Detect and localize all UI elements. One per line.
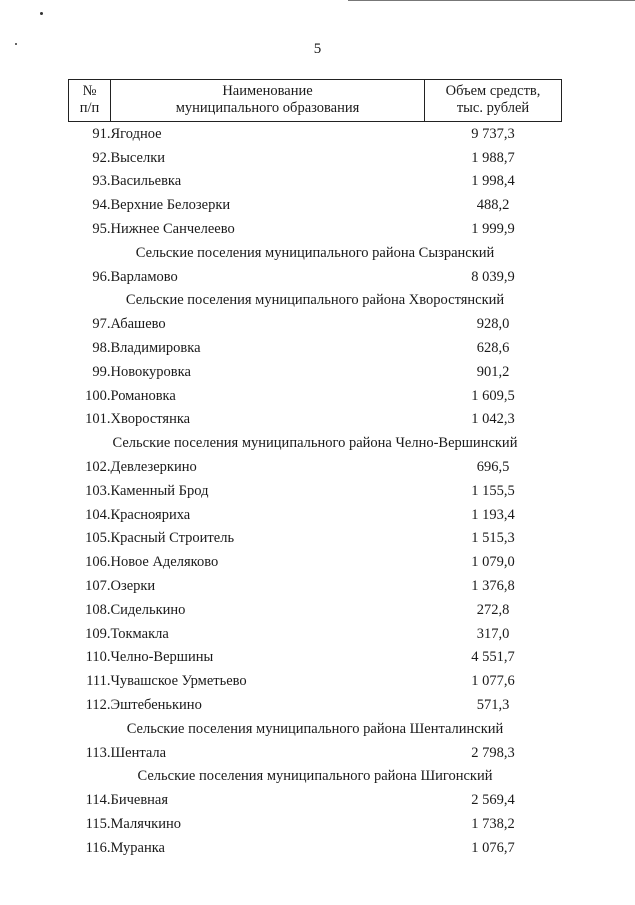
- header-number: [69, 80, 111, 122]
- row-number: 115.: [85, 816, 111, 832]
- municipality-name: Муранка: [110, 839, 165, 856]
- row-number: 93.: [92, 173, 111, 190]
- municipality-name: Сиделькино: [110, 601, 186, 618]
- municipality-name: Владимировка: [110, 340, 201, 357]
- funds-amount: 1 076,7: [471, 839, 515, 856]
- allocation-table: [68, 79, 562, 860]
- table-row: [69, 646, 562, 670]
- table-row: [69, 741, 562, 765]
- row-number: 113.: [85, 744, 111, 761]
- municipality-name: Девлезеркино: [110, 459, 197, 476]
- municipality-name: Красный Строитель: [110, 530, 235, 547]
- funds-amount: 4 551,7: [471, 649, 515, 666]
- table-row: [69, 384, 562, 408]
- municipality-name: Эштебенькино: [110, 697, 202, 714]
- municipality-name: Варламово: [110, 268, 178, 285]
- municipality-name: Краснояриха: [110, 506, 191, 523]
- table-header: [69, 80, 562, 122]
- municipality-name: Абашево: [110, 316, 166, 333]
- funds-amount: 2 798,3: [471, 744, 515, 761]
- funds-amount: 2 569,4: [471, 792, 515, 809]
- row-number: 101.: [85, 411, 111, 428]
- municipality-name: Новокуровка: [110, 363, 191, 380]
- funds-amount: 1 376,8: [471, 578, 515, 595]
- row-number: 94.: [92, 197, 111, 214]
- funds-amount: 1 515,3: [471, 530, 515, 547]
- row-number: 112.: [85, 697, 111, 714]
- table-row: [69, 788, 562, 812]
- table-row: [69, 360, 562, 384]
- top-edge-rule: [348, 0, 635, 1]
- row-number: 91.: [92, 125, 111, 142]
- table-row: [69, 312, 562, 336]
- funds-amount: 901,2: [476, 363, 510, 380]
- table-row: [69, 217, 562, 241]
- municipality-name: Васильевка: [110, 173, 182, 190]
- municipality-name: Чувашское Урметьево: [110, 673, 247, 690]
- table-row: [69, 836, 562, 860]
- row-number: 100.: [85, 387, 111, 404]
- table-body: [69, 122, 562, 860]
- funds-amount: 1 077,6: [471, 673, 515, 690]
- page-number: 5: [313, 41, 322, 57]
- row-number: 108.: [85, 601, 111, 618]
- municipality-name: Новое Аделяково: [110, 554, 219, 571]
- section-heading-row: [69, 717, 562, 741]
- table-row: [69, 408, 562, 432]
- municipality-name: Озерки: [110, 578, 156, 595]
- funds-amount: 1 738,2: [471, 816, 515, 832]
- funds-amount: 571,3: [476, 697, 510, 714]
- row-number: 99.: [92, 363, 111, 380]
- row-number: 111.: [86, 673, 111, 690]
- table-row: [69, 265, 562, 289]
- table-row: [69, 598, 562, 622]
- municipality-name: Малячкино: [110, 816, 181, 832]
- municipality-name: Каменный Брод: [110, 482, 209, 499]
- funds-amount: 1 193,4: [471, 506, 515, 523]
- table-row: [69, 122, 562, 146]
- section-heading: Сельские поселения муниципального района Шенталинский: [126, 720, 504, 737]
- table-row: [69, 146, 562, 170]
- section-heading-row: [69, 289, 562, 313]
- row-number: 97.: [92, 316, 111, 333]
- municipality-name: Романовка: [110, 387, 176, 404]
- section-heading-row: [69, 241, 562, 265]
- section-heading: Сельские поселения муниципального района Сызранский: [135, 244, 495, 261]
- table-row: [69, 693, 562, 717]
- funds-amount: 317,0: [476, 625, 510, 642]
- row-number: 114.: [85, 792, 111, 809]
- row-number: 103.: [85, 482, 111, 499]
- section-heading-row: [69, 431, 562, 455]
- table-row: [69, 503, 562, 527]
- row-number: 107.: [85, 578, 111, 595]
- row-number: 106.: [85, 554, 111, 571]
- table-row: [69, 455, 562, 479]
- scan-speck: [40, 12, 43, 15]
- row-number: 92.: [92, 149, 111, 166]
- header-amount: [425, 80, 562, 122]
- municipality-name: Хворостянка: [110, 411, 191, 428]
- row-number: 96.: [92, 268, 111, 285]
- municipality-name: Нижнее Санчелеево: [110, 221, 235, 238]
- municipality-name: Выселки: [110, 149, 166, 166]
- header-name-line: Наименование: [222, 83, 313, 99]
- funds-amount: 488,2: [476, 197, 510, 214]
- funds-amount: 1 155,5: [471, 482, 515, 499]
- row-number: 105.: [85, 530, 111, 547]
- funds-amount: 1 042,3: [471, 411, 515, 428]
- municipality-name: Верхние Белозерки: [110, 197, 231, 214]
- municipality-name: Челно-Вершины: [110, 649, 214, 666]
- funds-amount: 696,5: [476, 459, 510, 476]
- section-heading: Сельские поселения муниципального района Хворостянский: [125, 292, 505, 309]
- table-row: [69, 574, 562, 598]
- municipality-name: Токмакла: [110, 625, 169, 642]
- funds-amount: 272,8: [476, 601, 510, 618]
- table-row: [69, 669, 562, 693]
- funds-amount: 1 988,7: [471, 149, 515, 166]
- table-row: [69, 193, 562, 217]
- table-row: [69, 812, 562, 836]
- funds-amount: 1 999,9: [471, 221, 515, 238]
- header-number-line: №: [82, 83, 97, 99]
- table-row: [69, 170, 562, 194]
- header-name-line: муниципального образования: [175, 100, 360, 116]
- section-heading: Сельские поселения муниципального района Челно-Вершинский: [112, 435, 518, 452]
- funds-amount: 1 998,4: [471, 173, 515, 190]
- funds-amount: 1 079,0: [471, 554, 515, 571]
- table-row: [69, 527, 562, 551]
- funds-amount: 1 609,5: [471, 387, 515, 404]
- table-row: [69, 550, 562, 574]
- header-number-line: п/п: [79, 100, 100, 116]
- funds-amount: 928,0: [476, 316, 510, 333]
- row-number: 110.: [85, 649, 111, 666]
- table-row: [69, 622, 562, 646]
- municipality-name: Бичевная: [110, 792, 169, 809]
- municipality-name: Шентала: [110, 744, 167, 761]
- row-number: 95.: [92, 221, 111, 238]
- municipality-name: Ягодное: [110, 125, 162, 142]
- row-number: 109.: [85, 625, 111, 642]
- header-amount-line: Объем средств,: [445, 83, 541, 99]
- funds-amount: 9 737,3: [471, 125, 515, 142]
- table-row: [69, 479, 562, 503]
- row-number: 104.: [85, 506, 111, 523]
- table-row: [69, 336, 562, 360]
- row-number: 98.: [92, 340, 111, 357]
- header-name: [111, 80, 425, 122]
- row-number: 116.: [85, 839, 111, 856]
- section-heading: Сельские поселения муниципального района Шигонский: [137, 768, 493, 785]
- section-heading-row: [69, 765, 562, 789]
- funds-amount: 628,6: [476, 340, 510, 357]
- funds-amount: 8 039,9: [471, 268, 515, 285]
- header-amount-line: тыс. рублей: [456, 100, 530, 116]
- row-number: 102.: [85, 459, 111, 476]
